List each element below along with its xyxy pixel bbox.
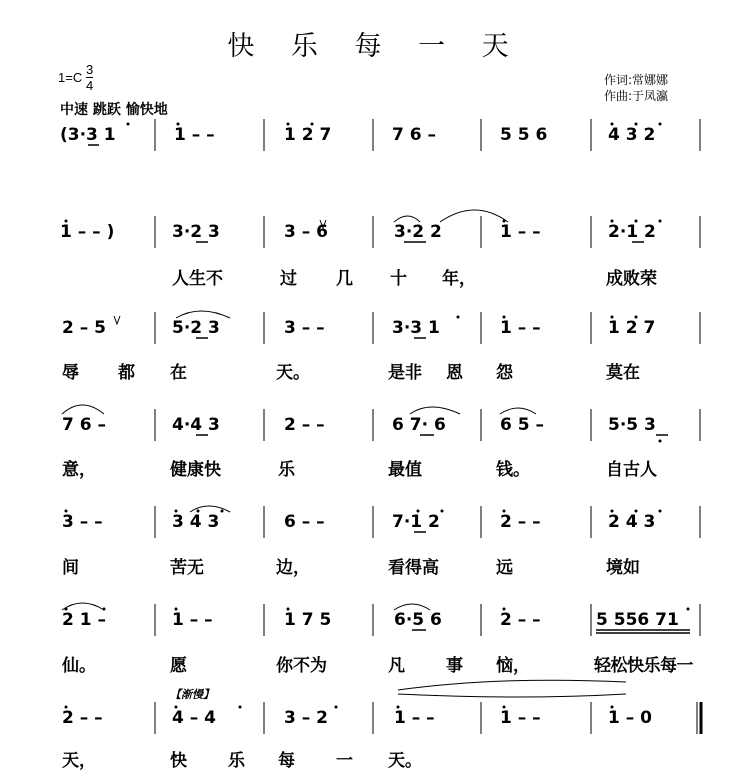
lyric: 乐	[228, 751, 245, 771]
lyric: 在	[170, 363, 187, 383]
lyric: 是非	[388, 363, 422, 383]
measure: 2 – –	[284, 415, 325, 435]
lyric: 都	[118, 363, 135, 383]
time-top: 3	[86, 62, 94, 77]
lyric: 苦无	[170, 558, 204, 578]
measure: 1 – –	[500, 318, 541, 338]
measure: 1 – 0	[608, 708, 652, 728]
measure: 1 – –	[500, 222, 541, 242]
measure: 2 – –	[62, 708, 103, 728]
measure: 6 5 –	[500, 415, 544, 435]
lyric: 莫在	[606, 363, 640, 383]
measure: 3 – –	[284, 318, 325, 338]
measure: 1 – –	[172, 610, 213, 630]
measure: 5 5 6	[500, 125, 548, 145]
measure: 4 – 4	[172, 708, 216, 728]
measure: 3 – –	[62, 512, 103, 532]
ritardando-marking: 【渐慢】	[170, 688, 214, 701]
lyric: 自古人	[606, 460, 657, 480]
lyric: 健康快	[170, 460, 221, 480]
measure: 3·2 2	[394, 222, 442, 242]
measure: 3·3 1	[392, 318, 440, 338]
measure: 2 – –	[500, 512, 541, 532]
lyric: 成败荣	[606, 269, 657, 289]
measure: 1 – –	[500, 708, 541, 728]
measure: 1 – –	[174, 125, 215, 145]
lyric: 意，	[62, 460, 96, 480]
measure: 6 7· 6	[392, 415, 446, 435]
lyricist-credit: 作词:常娜娜	[604, 73, 669, 87]
measure: 5·2 3	[172, 318, 220, 338]
lyric: 愿	[170, 656, 187, 676]
measure: 1 7 5	[284, 610, 332, 630]
measure: 7 6 –	[62, 415, 106, 435]
lyric: 凡	[388, 656, 405, 676]
measure: 1 – – )	[60, 222, 115, 242]
measure: 2 – –	[500, 610, 541, 630]
measure: 7 6 –	[392, 125, 436, 145]
measure: 6 – –	[284, 512, 325, 532]
lyric: 天，	[62, 751, 96, 771]
measure: 3 – 6	[284, 222, 328, 242]
measure: 6·5 6	[394, 610, 442, 630]
song-title: 快 乐 每 一 天	[227, 31, 523, 62]
measure: 1 2 7	[284, 125, 332, 145]
lyric: 远	[496, 558, 513, 578]
lyric: 仙。	[62, 656, 96, 676]
lyric: 几	[336, 269, 353, 289]
lyric: 钱。	[496, 460, 530, 480]
lyric: 每	[278, 751, 295, 771]
lyric: 年，	[442, 269, 476, 289]
lyric: 看得高	[388, 558, 439, 578]
measure: 2 1 –	[62, 610, 106, 630]
lyric: 怨	[496, 363, 513, 383]
measure: (3·3 1	[60, 125, 116, 145]
lyric: 十	[390, 269, 407, 289]
measure: 2 4 3	[608, 512, 656, 532]
lyric: 边，	[276, 558, 310, 578]
lyric: 你不为	[276, 656, 327, 676]
lyric: 天。	[388, 751, 422, 771]
lyric: 轻松快乐每一	[594, 656, 693, 676]
lyric: 事	[446, 656, 463, 676]
lyric: 间	[62, 558, 79, 578]
measure: 1 – –	[394, 708, 435, 728]
tempo-marking: 中速 跳跃 愉快地	[60, 102, 168, 118]
lyric: 人生不	[172, 269, 223, 289]
measure: 5·5 3	[608, 415, 656, 435]
lyric: 境如	[606, 558, 640, 578]
composer-credit: 作曲:于凤瀛	[604, 89, 669, 103]
measure: 3·2 3	[172, 222, 220, 242]
lyric: 恩	[446, 363, 463, 383]
measure: 5 556 71	[596, 610, 679, 630]
measure: 1 2 7	[608, 318, 656, 338]
measure: 4 3 2	[608, 125, 656, 145]
lyric: 乐	[278, 460, 295, 480]
measure: 2 – 5	[62, 318, 106, 338]
measure: 2·1 2	[608, 222, 656, 242]
measure: 3 – 2	[284, 708, 328, 728]
measure: 4·4 3	[172, 415, 220, 435]
lyric: 一	[336, 751, 353, 771]
lyric: 最值	[388, 460, 422, 480]
lyric: 过	[280, 269, 297, 289]
lyric: 辱	[62, 363, 79, 383]
lyric: 恼，	[496, 656, 530, 676]
measure: 3 4 3	[172, 512, 220, 532]
lyric: 天。	[276, 363, 310, 383]
measure: 7·1 2	[392, 512, 440, 532]
key-signature: 1=C	[58, 70, 83, 85]
time-bottom: 4	[86, 78, 94, 93]
lyric: 快	[170, 751, 187, 771]
